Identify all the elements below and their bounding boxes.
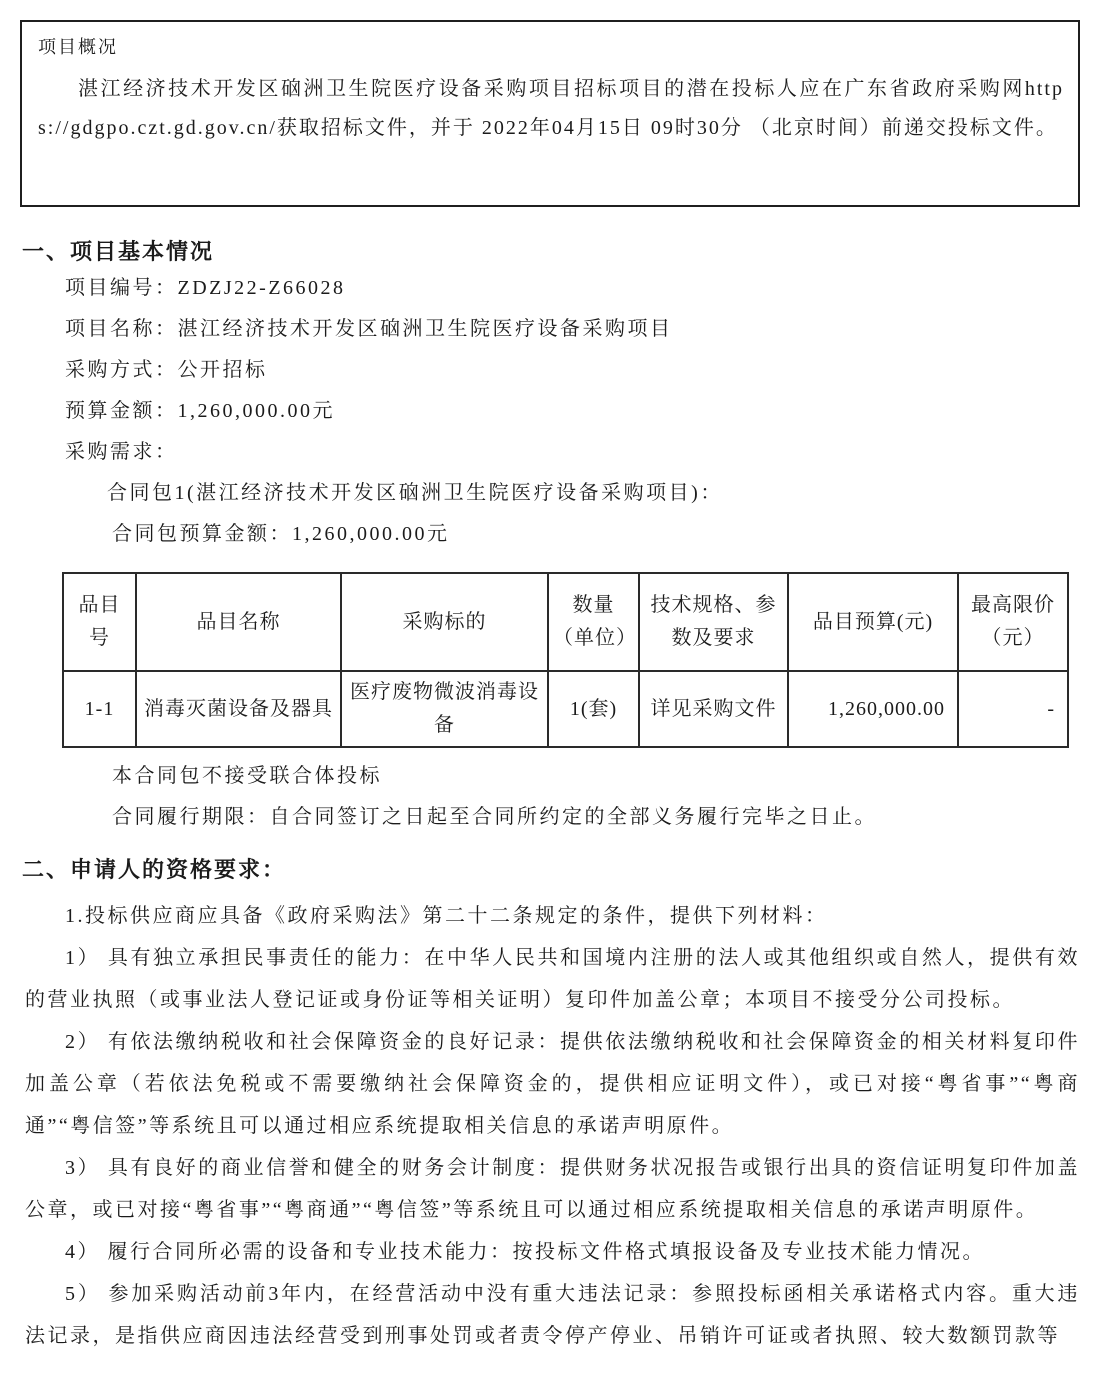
field-label: 项目编号： [65, 277, 178, 299]
section1-heading: 一、项目基本情况 [22, 239, 215, 264]
field-value: ZDZJ22-Z66028 [177, 277, 346, 299]
procurement-items-table [62, 572, 1069, 748]
package-budget-label: 合同包预算金额： [112, 523, 292, 545]
field-project-number [0, 268, 1100, 309]
field-value: 湛江经济技术开发区硇洲卫生院医疗设备采购项目 [177, 318, 673, 340]
header-max-price: 最高限价（元） [958, 573, 1068, 671]
field-value: 1,260,000.00元 [177, 400, 335, 422]
contract-package-title: 合同包1(湛江经济技术开发区硇洲卫生院医疗设备采购项目)： [107, 482, 723, 504]
cell-max-price: - [958, 671, 1068, 747]
field-procurement-demand [0, 432, 1100, 473]
field-label: 采购需求： [65, 441, 178, 463]
qualification-item-1: 1） 具有独立承担民事责任的能力：在中华人民共和国境内注册的法人或其他组织或自然人，提供有效的营业执照（或事业法人登记证或身份证等相关证明）复印件加盖公章；本项目不接受分公司投标。 [25, 947, 1080, 1011]
cell-item-budget: 1,260,000.00 [788, 671, 958, 747]
package-notes [0, 756, 1100, 838]
header-item-number: 品目号 [63, 573, 136, 671]
qualification-intro: 1.投标供应商应具备《政府采购法》第二十二条规定的条件，提供下列材料： [65, 905, 828, 927]
header-item-budget: 品目预算(元) [788, 573, 958, 671]
header-item-name: 品目名称 [136, 573, 341, 671]
header-quantity-unit: 数量（单位） [548, 573, 639, 671]
field-value: 公开招标 [177, 359, 268, 381]
overview-label: 项目概况 [38, 37, 118, 57]
cell-procurement-subject: 医疗废物微波消毒设备 [341, 671, 548, 747]
project-overview-box [20, 20, 1080, 207]
cell-tech-spec: 详见采购文件 [639, 671, 788, 747]
field-label: 项目名称： [65, 318, 178, 340]
package-budget-value: 1,260,000.00元 [292, 523, 450, 545]
qualification-item-4: 4） 履行合同所必需的设备和专业技术能力：按投标文件格式填报设备及专业技术能力情况。 [65, 1241, 985, 1263]
cell-item-name: 消毒灭菌设备及器具 [136, 671, 341, 747]
table-header-row [63, 573, 1068, 671]
field-label: 预算金额： [65, 400, 178, 422]
qualification-item-3: 3） 具有良好的商业信誉和健全的财务会计制度：提供财务状况报告或银行出具的资信证明复印件加盖公章，或已对接“粤省事”“粤商通”“粤信签”等系统且可以通过相应系统提取相关信息的承诺声明原件。 [25, 1157, 1080, 1221]
cell-item-number: 1-1 [63, 671, 136, 747]
field-budget-amount [0, 391, 1100, 432]
project-fields [0, 268, 1100, 555]
contract-package-budget [0, 514, 1100, 555]
field-procurement-method [0, 350, 1100, 391]
no-consortium-note: 本合同包不接受联合体投标 [112, 765, 382, 787]
qualification-item-5: 5） 参加采购活动前3年内，在经营活动中没有重大违法记录：参照投标函相关承诺格式内容。重大违法记录，是指供应商因违法经营受到刑事处罚或者责令停产停业、吊销许可证或者执照、较大数额罚款等 [25, 1283, 1080, 1347]
qualification-item-2: 2） 有依法缴纳税收和社会保障资金的良好记录：提供依法缴纳税收和社会保障资金的相关材料复印件加盖公章（若依法免税或不需要缴纳社会保障资金的，提供相应证明文件），或已对接“粤省事”“粤商通”“粤信签”等系统且可以通过相应系统提取相关信息的承诺声明原件。 [25, 1031, 1080, 1137]
contract-period-note: 合同履行期限：自合同签订之日起至合同所约定的全部义务履行完毕之日止。 [112, 806, 877, 828]
header-procurement-subject: 采购标的 [341, 573, 548, 671]
table-row [63, 671, 1068, 747]
cell-quantity-unit: 1(套) [548, 671, 639, 747]
overview-paragraph: 湛江经济技术开发区硇洲卫生院医疗设备采购项目招标项目的潜在投标人应在广东省政府采购网https://gdgpo.czt.gd.gov.cn/获取招标文件，并于 2022年04月15日 09时30分 （北京时间）前递交投标文件。 [38, 78, 1064, 139]
section2-heading: 二、申请人的资格要求： [22, 857, 287, 882]
field-label: 采购方式： [65, 359, 178, 381]
header-tech-spec: 技术规格、参数及要求 [639, 573, 788, 671]
field-project-name [0, 309, 1100, 350]
